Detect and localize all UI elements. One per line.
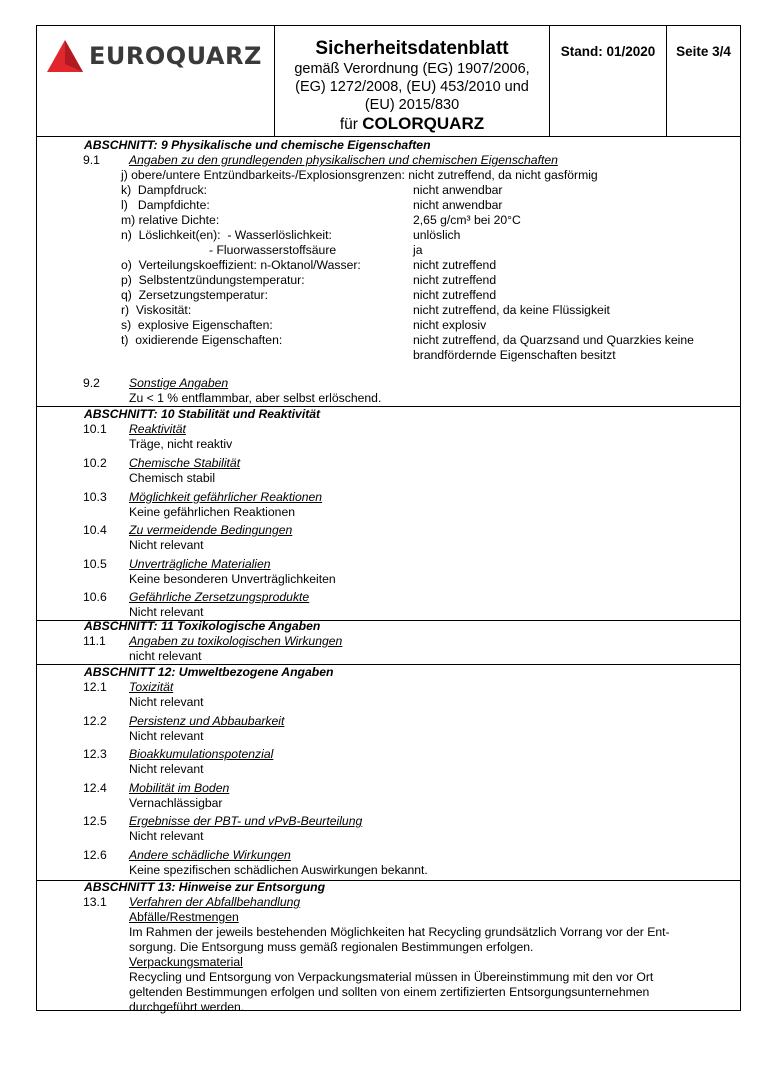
subsection-text: Keine besonderen Unverträglichkeiten bbox=[129, 572, 336, 586]
subsection-title: Ergebnisse der PBT- und vPvB-Beurteilung bbox=[129, 814, 363, 828]
subsection-text: Nicht relevant bbox=[129, 762, 204, 776]
subsection-number: 10.3 bbox=[83, 490, 107, 504]
subsection-text: Nicht relevant bbox=[129, 729, 204, 743]
section-heading: ABSCHNITT: 9 Physikalische und chemische Eigenschaften bbox=[84, 138, 431, 152]
subheading-packaging: Verpackungsmaterial bbox=[129, 955, 243, 969]
subsection-number: 10.6 bbox=[83, 590, 107, 604]
document-header bbox=[37, 26, 740, 137]
subsection-title: Mobilität im Boden bbox=[129, 781, 230, 795]
subsection-number: 12.5 bbox=[83, 814, 107, 828]
property-label: p) Selbstentzündungstemperatur: bbox=[121, 273, 305, 287]
property-label: m) relative Dichte: bbox=[121, 213, 220, 227]
section-heading: ABSCHNITT: 10 Stabilität und Reaktivität bbox=[84, 407, 321, 421]
subsection-number: 9.1 bbox=[83, 153, 100, 167]
document-frame bbox=[36, 25, 741, 1014]
property-value: ja bbox=[413, 243, 423, 257]
property-value: unlöslich bbox=[413, 228, 461, 242]
subsection-title: Bioakkumulationspotenzial bbox=[129, 747, 274, 761]
subsection-number: 12.1 bbox=[83, 680, 107, 694]
subsection-title: Persistenz und Abbaubarkeit bbox=[129, 714, 285, 728]
property-label: r) Viskosität: bbox=[121, 303, 192, 317]
subsection-number: 12.3 bbox=[83, 747, 107, 761]
product-prefix: für bbox=[339, 116, 358, 133]
paragraph-line: geltenden Bestimmungen erfolgen und sollten von einem zertifizierten Entsorgungsunternehmen bbox=[129, 985, 650, 999]
subsection-number: 13.1 bbox=[83, 895, 107, 909]
subsection-number: 9.2 bbox=[83, 376, 100, 390]
subsection-number: 12.4 bbox=[83, 781, 107, 795]
subsection-number: 12.6 bbox=[83, 848, 107, 862]
section-heading: ABSCHNITT 12: Umweltbezogene Angaben bbox=[84, 665, 334, 679]
property-label: t) oxidierende Eigenschaften: bbox=[121, 333, 283, 347]
title-cell bbox=[275, 26, 550, 136]
subsection-text: Chemisch stabil bbox=[129, 471, 216, 485]
section-11 bbox=[37, 620, 740, 665]
property-value: nicht anwendbar bbox=[413, 198, 503, 212]
property-label: k) Dampfdruck: bbox=[121, 183, 208, 197]
stand-cell bbox=[550, 26, 667, 136]
triangle-logo-icon bbox=[47, 40, 83, 72]
subsection-title: Unverträgliche Materialien bbox=[129, 557, 271, 571]
section-10 bbox=[37, 406, 740, 621]
property-label: q) Zersetzungstemperatur: bbox=[121, 288, 268, 302]
paragraph-line: durchgeführt werden. bbox=[129, 1000, 245, 1014]
property-value: nicht zutreffend bbox=[413, 288, 497, 302]
subsection-number: 10.4 bbox=[83, 523, 107, 537]
property-value: nicht zutreffend bbox=[413, 258, 497, 272]
subsection-text: Keine spezifischen schädlichen Auswirkungen bekannt. bbox=[129, 863, 428, 877]
product-line bbox=[275, 114, 549, 135]
subsection-title: Zu vermeidende Bedingungen bbox=[129, 523, 293, 537]
paragraph-line: sorgung. Die Entsorgung muss gemäß regionalen Bestimmungen erfolgen. bbox=[129, 940, 534, 954]
stand-date: Stand: 01/2020 bbox=[560, 44, 656, 59]
subsection-title: Toxizität bbox=[129, 680, 174, 694]
subsection-text: Nicht relevant bbox=[129, 538, 204, 552]
section-12 bbox=[37, 664, 740, 881]
property-label: o) Verteilungskoeffizient: n-Oktanol/Wasser: bbox=[121, 258, 361, 272]
subsection-title: Angaben zu den grundlegenden physikalischen und chemischen Eigenschaften bbox=[129, 153, 558, 167]
subsection-title: Gefährliche Zersetzungsprodukte bbox=[129, 590, 310, 604]
property-label: l) Dampfdichte: bbox=[121, 198, 210, 212]
regulation-line-3: (EU) 2015/830 bbox=[364, 97, 460, 113]
subsection-text: nicht relevant bbox=[129, 649, 202, 663]
regulation-line-1: gemäß Verordnung (EG) 1907/2006, bbox=[294, 61, 530, 77]
subsection-text: Keine gefährlichen Reaktionen bbox=[129, 505, 296, 519]
subsection-text: Vernachlässigbar bbox=[129, 796, 223, 810]
regulation-line-2: (EG) 1272/2008, (EU) 453/2010 und bbox=[295, 79, 529, 95]
subsection-number: 10.5 bbox=[83, 557, 107, 571]
paragraph-line: Recycling und Entsorgung von Verpackungsmaterial müssen in Übereinstimmung mit den vor Ort bbox=[129, 970, 654, 984]
subsection-title: Chemische Stabilität bbox=[129, 456, 241, 470]
subsection-title: Verfahren der Abfallbehandlung bbox=[129, 895, 301, 909]
property-value: nicht zutreffend, da Quarzsand und Quarzkies keine bbox=[413, 333, 694, 347]
property-value-continued: brandfördernde Eigenschaften besitzt bbox=[413, 348, 616, 362]
section-heading: ABSCHNITT: 11 Toxikologische Angaben bbox=[84, 619, 321, 633]
product-name: COLORQUARZ bbox=[362, 114, 485, 133]
subheading-waste: Abfälle/Restmengen bbox=[129, 910, 239, 924]
subsection-title: Möglichkeit gefährlicher Reaktionen bbox=[129, 490, 323, 504]
subsection-title: Reaktivität bbox=[129, 422, 186, 436]
company-logo bbox=[47, 40, 262, 72]
subsection-title: Angaben zu toxikologischen Wirkungen bbox=[129, 634, 343, 648]
page-number: Seite 3/4 bbox=[676, 44, 731, 59]
property-j: j) obere/untere Entzündbarkeits-/Explosionsgrenzen: nicht zutreffend, da nicht gasförmig bbox=[121, 168, 598, 182]
subsection-number: 11.1 bbox=[83, 634, 106, 648]
subsection-title: Sonstige Angaben bbox=[129, 376, 229, 390]
subsection-number: 10.2 bbox=[83, 456, 107, 470]
logo-text: EUROQUARZ bbox=[89, 41, 262, 70]
property-value: 2,65 g/cm³ bei 20°C bbox=[413, 213, 521, 227]
subsection-text: Träge, nicht reaktiv bbox=[129, 437, 233, 451]
property-value: nicht zutreffend bbox=[413, 273, 497, 287]
subsection-number: 10.1 bbox=[83, 422, 107, 436]
property-value: nicht explosiv bbox=[413, 318, 487, 332]
subsection-text: Nicht relevant bbox=[129, 829, 204, 843]
subsection-text: Nicht relevant bbox=[129, 695, 204, 709]
subsection-title: Andere schädliche Wirkungen bbox=[129, 848, 291, 862]
logo-cell bbox=[37, 26, 275, 136]
property-label: - Fluorwasserstoffsäure bbox=[121, 243, 337, 257]
property-value: nicht zutreffend, da keine Flüssigkeit bbox=[413, 303, 610, 317]
page-cell bbox=[667, 26, 740, 136]
property-label: s) explosive Eigenschaften: bbox=[121, 318, 273, 332]
property-label: n) Löslichkeit(en): - Wasserlöslichkeit: bbox=[121, 228, 332, 242]
section-9 bbox=[37, 136, 740, 407]
section-13 bbox=[37, 880, 740, 1014]
paragraph-line: Im Rahmen der jeweils bestehenden Möglichkeiten hat Recycling grundsätzlich Vorrang vor der Ent- bbox=[129, 925, 670, 939]
document-title: Sicherheitsdatenblatt bbox=[315, 38, 509, 59]
section-heading: ABSCHNITT 13: Hinweise zur Entsorgung bbox=[84, 880, 326, 894]
subsection-text: Zu < 1 % entflammbar, aber selbst erlöschend. bbox=[129, 391, 382, 405]
subsection-number: 12.2 bbox=[83, 714, 107, 728]
subsection-text: Nicht relevant bbox=[129, 605, 204, 619]
property-value: nicht anwendbar bbox=[413, 183, 503, 197]
